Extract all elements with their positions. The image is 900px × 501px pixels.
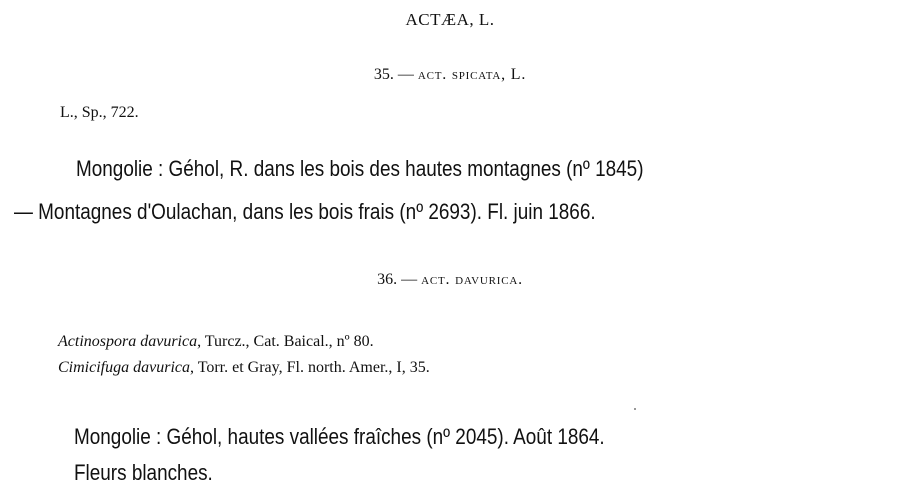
species-number: 35. — [373,66,414,83]
print-speck [634,408,636,410]
species-heading-35 [0,66,900,84]
species-name: act. davurica. [421,271,523,288]
synonym-citation: , Turcz., Cat. Baical., nº 80. [197,333,374,350]
genus-title: ACTÆA, L. [405,10,495,29]
reference-linnaeus: L., Sp., 722. [60,104,139,121]
species-name: act. spicata, L. [417,66,527,83]
synonym-citation: , Torr. et Gray, Fl. north. Amer., I, 35. [189,359,430,376]
locality-line-2: — Montagnes d'Oulachan, dans les bois frais (nº 2693). Fl. juin 1866. [14,199,596,224]
synonym-name: Cimicifuga davurica [58,359,190,376]
synonym-actinospora [58,333,374,351]
locality-line-1: Mongolie : Géhol, R. dans les bois des hautes montagnes (nº 1845) [76,156,644,181]
locality-line-3: Mongolie : Géhol, hautes vallées fraîches (nº 2045). Août 1864. [74,424,605,449]
locality-line-4: Fleurs blanches. [74,460,213,485]
synonym-cimicifuga [58,359,430,377]
species-heading-36 [0,271,900,289]
species-number: 36. — [377,271,418,288]
synonym-name: Actinospora davurica [58,333,198,350]
